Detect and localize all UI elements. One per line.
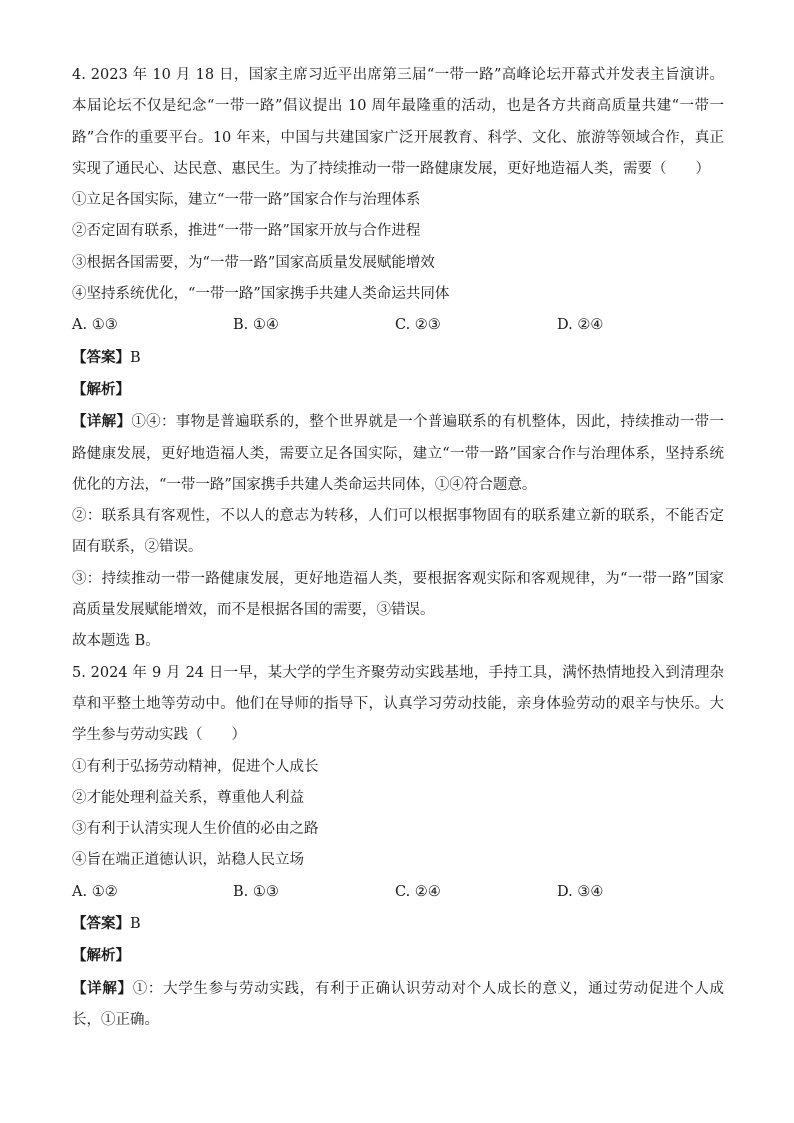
question-5-option-b: B. ①③ <box>233 883 279 900</box>
question-5-option-a: A. ①② <box>72 883 118 900</box>
detail-text: ①：大学生参与劳动实践，有利于正确认识劳动对个人成长的意义，通过劳动促进个人成长，①正确。 <box>72 980 725 1028</box>
detail-text: ①④：事物是普遍联系的，整个世界就是一个普遍联系的有机整体，因此，持续推动一带一路健康发展，更好地造福人类，需要立足各国实际，建立“一带一路”国家合作与治理体系，坚持系统优化的方法，“一带一路”国家携手共建人类命运共同体，①④符合题意。 <box>72 414 725 493</box>
question-4-option-a: A. ①③ <box>72 317 118 334</box>
question-4-detail-1 <box>72 406 724 501</box>
question-5-option-c: C. ②④ <box>395 883 441 900</box>
question-5-analysis-label <box>72 940 724 972</box>
question-5-statement-1: ①有利于弘扬劳动精神，促进个人成长 <box>72 758 319 775</box>
question-5-statement-2: ②才能处理利益关系，尊重他人利益 <box>72 789 304 806</box>
question-5 <box>72 658 724 1037</box>
question-4-option-d: D. ②④ <box>557 317 604 334</box>
question-5-stem: 5. 2024 年 9 月 24 日一早，某大学的学生齐聚劳动实践基地，手持工具，满怀热情地投入到清理杂草和平整土地等劳动中。他们在导师的指导下，认真学习劳动技能，亲身体验劳动的艰辛与快乐。大学生参与劳动实践（ ） <box>72 664 724 744</box>
question-5-detail-1 <box>72 973 724 1037</box>
question-4-option-b: B. ①④ <box>233 317 279 334</box>
question-5-statement-3: ③有利于认清实现人生价值的必由之路 <box>72 821 319 838</box>
question-4-stem: 4. 2023 年 10 月 18 日，国家主席习近平出席第三届“一带一路”高峰论坛开幕式并发表主旨演讲。本届论坛不仅是纪念“一带一路”倡议提出 10 周年最隆重的活动，也是各方共商高质量共建“一带一路”合作的重要平台。10 年来，中国与共建国家广泛开展教育、科学、文化、旅游等领域合作，真正实现了通民心、达民意、惠民生。为了持续推动一带一路健康发展，更好地造福人类，需要（ ） <box>72 67 724 177</box>
question-5-options <box>72 877 724 908</box>
question-5-option-d: D. ③④ <box>557 883 604 900</box>
question-4-detail-3: ③：持续推动一带一路健康发展，更好地造福人类，要根据客观实际和客观规律，为“一带一路”国家高质量发展赋能增效，而不是根据各国的需要，③错误。 <box>72 570 724 619</box>
answer-value: B <box>130 916 141 933</box>
answer-label: 【答案】 <box>72 348 130 366</box>
detail-label: 【详解】 <box>72 413 132 431</box>
question-4-statement-2: ②否定固有联系，推进“一带一路”国家开放与合作进程 <box>72 223 421 240</box>
question-4-statement-4: ④坚持系统优化，“一带一路”国家携手共建人类命运共同体 <box>72 286 450 303</box>
question-4-option-c: C. ②③ <box>395 317 441 334</box>
question-4-answer <box>72 342 724 374</box>
detail-label: 【详解】 <box>72 979 133 997</box>
question-4-statement-3: ③根据各国需要，为“一带一路”国家高质量发展赋能增效 <box>72 254 435 271</box>
question-5-statement-4: ④旨在端正道德认识，站稳人民立场 <box>72 852 304 869</box>
answer-label: 【答案】 <box>72 915 130 933</box>
answer-value: B <box>130 349 141 366</box>
question-4-detail-2: ②：联系具有客观性，不以人的意志为转移，人们可以根据事物固有的联系建立新的联系，不能否定固有联系，②错误。 <box>72 508 724 556</box>
question-4-options <box>72 310 724 341</box>
question-4 <box>72 60 724 658</box>
question-4-conclusion: 故本题选 B。 <box>72 633 160 650</box>
question-4-statement-1: ①立足各国实际，建立“一带一路”国家合作与治理体系 <box>72 192 421 209</box>
document-page <box>72 60 724 1036</box>
question-5-answer <box>72 908 724 940</box>
analysis-label: 【解析】 <box>72 380 130 398</box>
analysis-label: 【解析】 <box>72 947 130 965</box>
question-4-analysis-label <box>72 374 724 406</box>
